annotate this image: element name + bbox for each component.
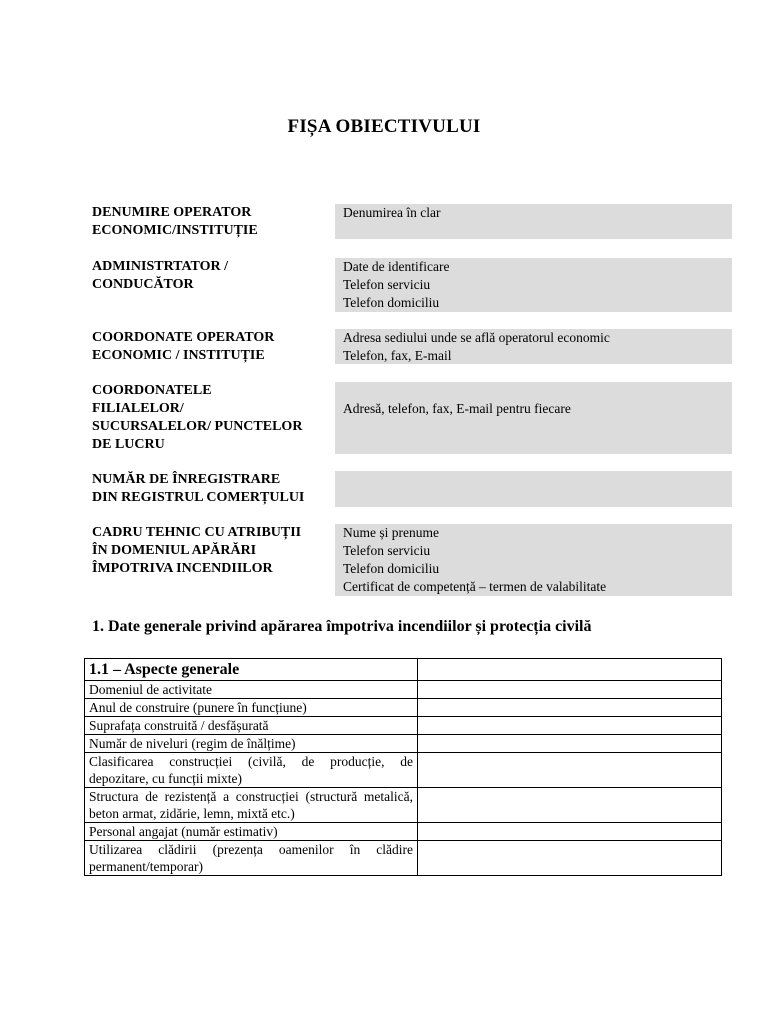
table-cell-label: Domeniul de activitate	[85, 681, 418, 699]
table-row	[85, 717, 722, 735]
field-value-box[interactable]: Nume și prenume Telefon serviciu Telefon domiciliu Certificat de competență – termen de valabilitate	[335, 524, 732, 596]
table-row	[85, 735, 722, 753]
field-label: CADRU TEHNIC CU ATRIBUȚII ÎN DOMENIUL APĂRĂRI ÎMPOTRIVA INCENDIILOR	[92, 525, 302, 576]
field-value-box[interactable]: Adresa sediului unde se află operatorul economic Telefon, fax, E-mail	[335, 329, 732, 364]
table-cell-label: Clasificarea construcției (civilă, de producție, de depozitare, cu funcții mixte)	[85, 753, 418, 788]
section-heading: 1. Date generale privind apărarea împotriva incendiilor și protecția civilă	[92, 618, 592, 635]
field-label: DENUMIRE OPERATOR ECONOMIC/INSTITUȚIE	[92, 205, 258, 238]
table-row	[85, 788, 722, 823]
table-cell-label: Anul de construire (punere în funcțiune)	[85, 699, 418, 717]
table-cell-input[interactable]	[418, 717, 722, 735]
field-value-box[interactable]: Date de identificare Telefon serviciu Telefon domiciliu	[335, 258, 732, 312]
table-row	[85, 681, 722, 699]
table-row	[85, 823, 722, 841]
table-cell-input[interactable]	[418, 735, 722, 753]
field-label: COORDONATELE FILIALELOR/ SUCURSALELOR/ PUNCTELOR DE LUCRU	[92, 383, 303, 452]
field-label: NUMĂR DE ÎNREGISTRARE DIN REGISTRUL COMERȚULUI	[92, 472, 305, 505]
table-cell-label: Suprafața construită / desfășurată	[85, 717, 418, 735]
table-cell-label: Structura de rezistență a construcției (structură metalică, beton armat, zidărie, lemn, mixtă etc.)	[85, 788, 418, 823]
field-value-box[interactable]: Adresă, telefon, fax, E-mail pentru fiecare	[335, 382, 732, 454]
table-cell-input[interactable]	[418, 788, 722, 823]
table-row	[85, 841, 722, 876]
field-value-box[interactable]: Denumirea în clar	[335, 204, 732, 239]
field-label: COORDONATE OPERATOR ECONOMIC / INSTITUȚIE	[92, 330, 275, 363]
table-cell-input[interactable]	[418, 823, 722, 841]
table-cell-input[interactable]	[418, 753, 722, 788]
table-cell-input[interactable]	[418, 841, 722, 876]
table-row	[85, 699, 722, 717]
table-header-empty	[418, 659, 722, 681]
field-label: ADMINISTRTATOR / CONDUCĂTOR	[92, 259, 229, 292]
field-value-box[interactable]	[335, 471, 732, 507]
table-cell-label: Personal angajat (număr estimativ)	[85, 823, 418, 841]
table-row	[85, 753, 722, 788]
table-cell-input[interactable]	[418, 699, 722, 717]
table-header-row	[85, 659, 722, 681]
table-cell-input[interactable]	[418, 681, 722, 699]
table-cell-label: Utilizarea clădirii (prezența oamenilor în clădire permanent/temporar)	[85, 841, 418, 876]
general-aspects-table	[84, 658, 722, 876]
table-header: 1.1 – Aspecte generale	[85, 659, 418, 681]
page-title: FIȘA OBIECTIVULUI	[287, 116, 481, 137]
table-cell-label: Număr de niveluri (regim de înălțime)	[85, 735, 418, 753]
